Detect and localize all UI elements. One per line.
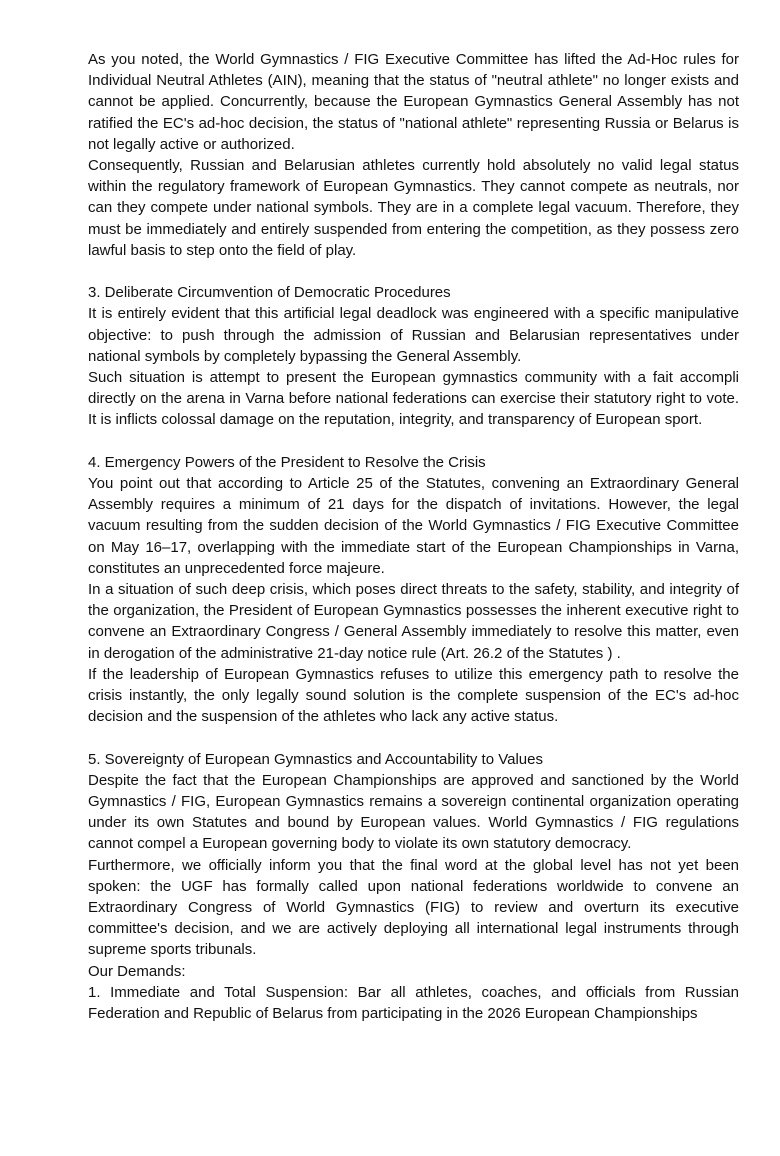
paragraph-gap [88,727,739,748]
section-4-paragraph-1: You point out that according to Article 25 of the Statutes, convening an Extraordinary General Assembly requires a minimum of 21 days for the dispatch of invitations. However, the legal vacuum resulting from the sudden decision of the World Gymnastics / FIG Executive Committee on May 16–17, overlapping with the immediate start of the European Championships in Varna, constitutes an unprecedented force majeure. [88,475,739,577]
intro-paragraph-2: Consequently, Russian and Belarusian athletes currently hold absolutely no valid legal status within the regulatory framework of European Gymnastics. They cannot compete as neutrals, nor can they compete under national symbols. They are in a complete legal vacuum. Therefore, they must be immediately and entirely suspended from entering the competition, as they possess zero lawful basis to step onto the field of play. [88,157,739,259]
section-3-paragraph-1: It is entirely evident that this artificial legal deadlock was engineered with a specific manipulative objective: to push through the admission of Russian and Belarusian representatives under national symbols by completely bypassing the General Assembly. [88,305,739,365]
section-5-paragraph-1: Despite the fact that the European Championships are approved and sanctioned by the World Gymnastics / FIG, European Gymnastics remains a sovereign continental organization operating under its own Statutes and bound by European values. World Gymnastics / FIG regulations cannot compel a European governing body to violate its own statutory democracy. [88,771,739,853]
document-page [88,49,739,1024]
section-4-paragraph-3: If the leadership of European Gymnastics refuses to utilize this emergency path to resolve the crisis instantly, the only legally sound solution is the complete suspension of the EC's ad-hoc decision and the suspension of the athletes who lack any active status. [88,665,739,726]
intro-paragraph-1: As you noted, the World Gymnastics / FIG Executive Committee has lifted the Ad-Hoc rules for Individual Neutral Athletes (AIN), meaning that the status of "neutral athlete" no longer exists and cannot be applied. Concurrently, because the European Gymnastics General Assembly has not ratified the EC's ad-hoc decision, the status of "national athlete" representing Russia or Belarus is not legally active or authorized. [88,51,739,153]
section-3-paragraph-2: Such situation is attempt to present the European gymnastics community with a fait accompli directly on the arena in Varna before national federations can exercise their statutory right to vote. It is inflicts colossal damage on the reputation, integrity, and transparency of European sport. [88,369,739,429]
demands-heading: Our Demands: [88,962,186,980]
section-4-heading: 4. Emergency Powers of the President to Resolve the Crisis [88,453,486,471]
section-5-heading: 5. Sovereignty of European Gymnastics and Accountability to Values [88,750,543,768]
demand-item-1: 1. Immediate and Total Suspension: Bar all athletes, coaches, and officials from Russian Federation and Republic of Belarus from participating in the 2026 European Championships [88,983,739,1023]
section-4-paragraph-2: In a situation of such deep crisis, which poses direct threats to the safety, stability, and integrity of the organization, the President of European Gymnastics possesses the inherent executive right to convene an Extraordinary Congress / General Assembly immediately to resolve this matter, even in derogation of the administrative 21-day notice rule (Art. 26.2 of the Statutes ) . [88,581,739,662]
section-5-paragraph-2: Furthermore, we officially inform you that the final word at the global level has not yet been spoken: the UGF has formally called upon national federations worldwide to convene an Extraordinary Congress of World Gymnastics (FIG) to review and overturn its executive committee's decision, and we are actively deploying all international legal instruments through supreme sports tribunals. [88,856,739,959]
paragraph-gap [88,261,739,282]
section-3-heading: 3. Deliberate Circumvention of Democratic Procedures [88,284,451,302]
paragraph-gap [88,431,739,452]
